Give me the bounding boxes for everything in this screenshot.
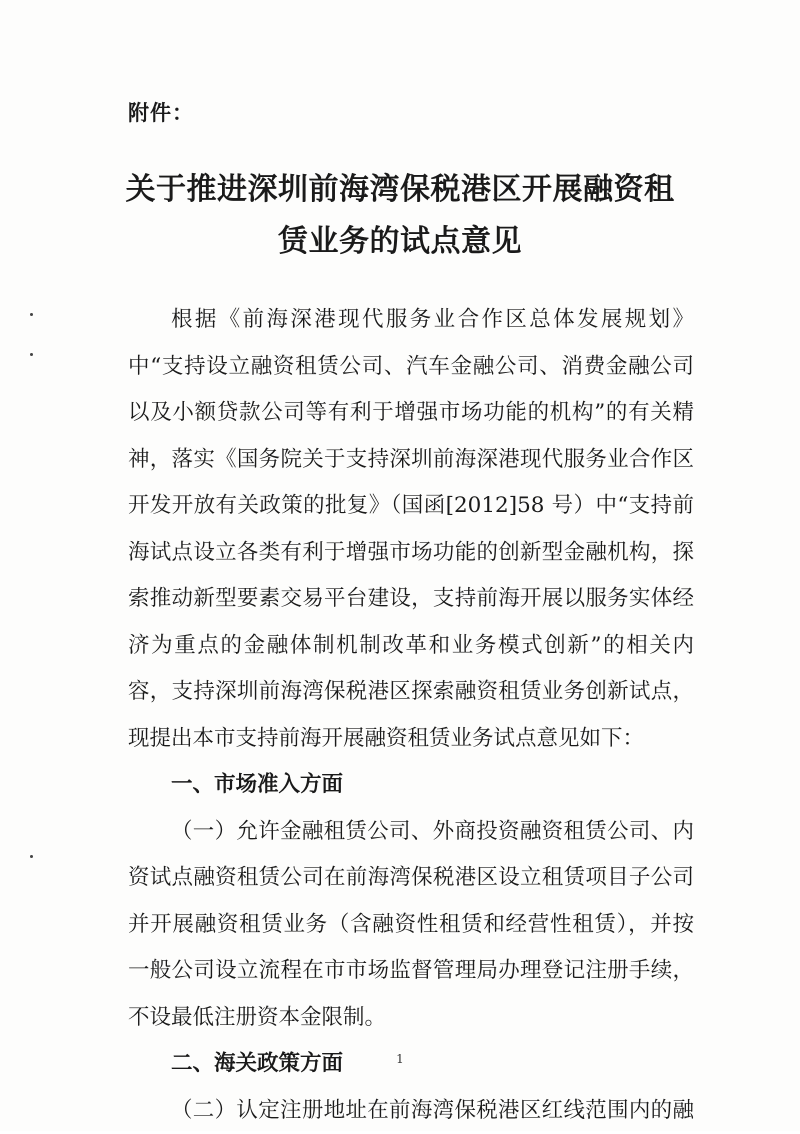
document-body bbox=[128, 297, 694, 1134]
scan-artifact-dot bbox=[30, 313, 33, 316]
scan-artifact-dot bbox=[30, 353, 33, 356]
title-line-1: 关于推进深圳前海湾保税港区开展融资租 bbox=[110, 164, 690, 216]
attachment-label: 附件： bbox=[128, 97, 194, 127]
page-number: 1 bbox=[0, 1052, 800, 1066]
title-line-2: 赁业务的试点意见 bbox=[110, 216, 690, 268]
intro-paragraph: 根据《前海深港现代服务业合作区总体发展规划》中“支持设立融资租赁公司、汽车金融公司、消费金融公司以及小额贷款公司等有利于增强市场功能的机构”的有关精神，落实《国务院关于支持深圳前海深港现代服务业合作区开发开放有关政策的批复》（国函[2012]58 号）中“支持前海试点设立各类有利于增强市场功能的创新型金融机构，探索推动新型要素交易平台建设，支持前海开展以服务实体经济为重点的金融体制机制改革和业务模式创新”的相关内容，支持深圳前海湾保税港区探索融资租赁业务创新试点，现提出本市支持前海开展融资租赁业务试点意见如下： bbox=[128, 297, 694, 762]
section-heading-customs-policy: 二、海关政策方面 bbox=[128, 1041, 694, 1088]
document-title bbox=[110, 164, 690, 268]
section-2-item-1: （二）认定注册地址在前海湾保税港区红线范围内的融 bbox=[128, 1088, 694, 1134]
section-heading-market-access: 一、市场准入方面 bbox=[128, 762, 694, 809]
scan-artifact-dot bbox=[30, 855, 33, 858]
section-1-item-1: （一）允许金融租赁公司、外商投资融资租赁公司、内资试点融资租赁公司在前海湾保税港区设立租赁项目子公司并开展融资租赁业务（含融资性租赁和经营性租赁），并按一般公司设立流程在市市场监督管理局办理登记注册手续，不设最低注册资本金限制。 bbox=[128, 809, 694, 1042]
